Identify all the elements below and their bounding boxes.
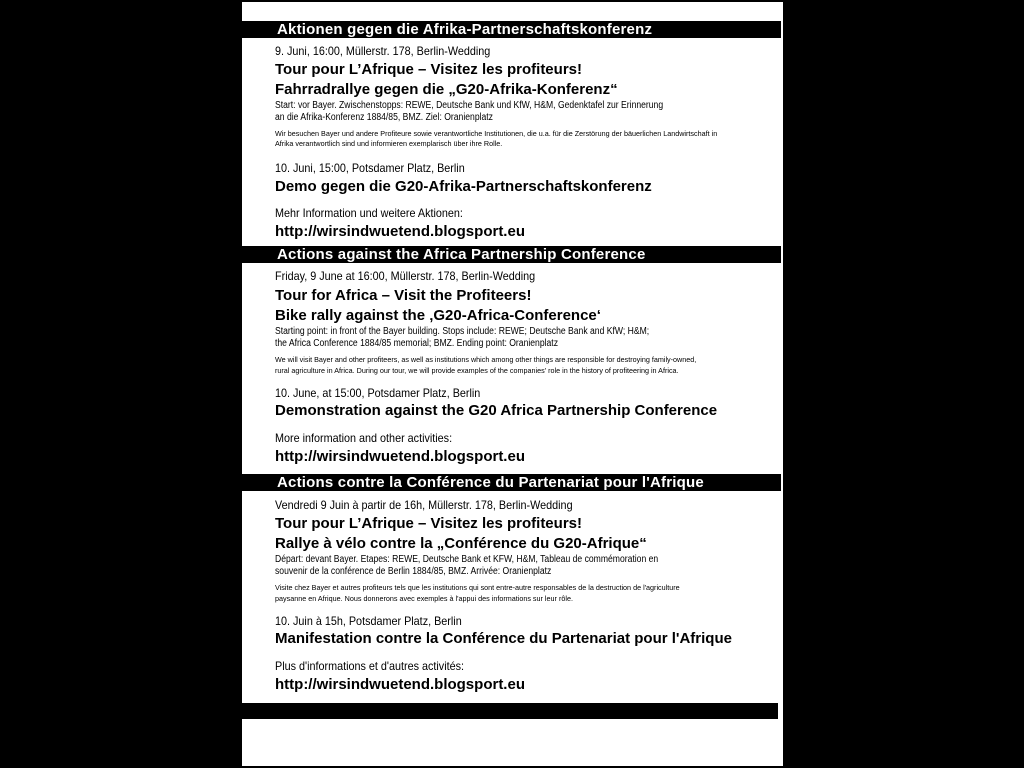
description-line-1: Visite chez Bayer et autres profiteurs tels que les institutions qui sont entre-autre responsables de la destruction de l'agriculture [275, 583, 680, 592]
website-link[interactable]: http://wirsindwuetend.blogsport.eu [275, 448, 525, 465]
section-header-french: Actions contre la Conférence du Partenariat pour l'Afrique [242, 474, 781, 491]
description-line-1: Wir besuchen Bayer und andere Profiteure sowie verantwortliche Institutionen, die u.a. für die Zerstörung der bäuerlichen Landwirtschaft in [275, 129, 718, 138]
tour-title: Tour pour L’Afrique – Visitez les profiteurs! [275, 61, 582, 78]
date-line-1: Friday, 9 June at 16:00, Müllerstr. 178, Berlin-Wedding [275, 269, 536, 283]
bottom-divider-bar [242, 703, 778, 719]
website-link[interactable]: http://wirsindwuetend.blogsport.eu [275, 223, 525, 240]
stops-line-2: an die Afrika-Konferenz 1884/85, BMZ. Ziel: Oranienplatz [275, 112, 493, 123]
section-header-english: Actions against the Africa Partnership Conference [242, 246, 781, 263]
flyer-page [242, 2, 783, 766]
stops-line-1: Start: vor Bayer. Zwischenstopps: REWE, Deutsche Bank und KfW, H&M, Gedenktafel zur Erinnerung [275, 100, 664, 111]
more-info-label: Mehr Information und weitere Aktionen: [275, 206, 463, 220]
stops-line-1: Départ: devant Bayer. Etapes: REWE, Deutsche Bank et KFW, H&M, Tableau de commémoration en [275, 554, 659, 565]
rally-title: Rallye à vélo contre la „Conférence du G20-Afrique“ [275, 535, 647, 552]
website-link[interactable]: http://wirsindwuetend.blogsport.eu [275, 676, 525, 693]
more-info-label: Plus d'informations et d'autres activités: [275, 659, 465, 673]
demo-title: Manifestation contre la Conférence du Partenariat pour l'Afrique [275, 630, 732, 647]
description-line-2: Afrika verantwortlich sind und informieren exemplarisch über ihre Rolle. [275, 139, 503, 148]
stops-line-2: souvenir de la conférence de Berlin 1884/85, BMZ. Arrivée: Oranienplatz [275, 566, 552, 577]
description-line-2: paysanne en Afrique. Nous donnerons avec exemples à l'appui des informations sur leur rôle. [275, 594, 573, 603]
date-line-1: 9. Juni, 16:00, Müllerstr. 178, Berlin-Wedding [275, 44, 491, 58]
rally-title: Bike rally against the ‚G20-Africa-Conference‘ [275, 307, 601, 324]
more-info-label: More information and other activities: [275, 431, 453, 445]
tour-title: Tour for Africa – Visit the Profiteers! [275, 287, 532, 304]
section-header-german: Aktionen gegen die Afrika-Partnerschaftskonferenz [242, 21, 781, 38]
demo-title: Demonstration against the G20 Africa Partnership Conference [275, 402, 718, 419]
date-line-2: 10. June, at 15:00, Potsdamer Platz, Berlin [275, 386, 481, 400]
stops-line-1: Starting point: in front of the Bayer building. Stops include: REWE; Deutsche Bank and KfW; H&M; [275, 326, 650, 337]
description-line-2: rural agriculture in Africa. During our tour, we will provide examples of the companies' role in the history of profiteering in Africa. [275, 366, 679, 375]
date-line-1: Vendredi 9 Juin à partir de 16h, Müllerstr. 178, Berlin-Wedding [275, 498, 573, 512]
demo-title: Demo gegen die G20-Afrika-Partnerschaftskonferenz [275, 178, 652, 195]
rally-title: Fahrradrallye gegen die „G20-Afrika-Konferenz“ [275, 81, 618, 98]
date-line-2: 10. Juni, 15:00, Potsdamer Platz, Berlin [275, 161, 465, 175]
description-line-1: We will visit Bayer and other profiteers, as well as institutions which among other things are responsible for destroying family-owned, [275, 355, 697, 364]
tour-title: Tour pour L’Afrique – Visitez les profiteurs! [275, 515, 582, 532]
stops-line-2: the Africa Conference 1884/85 memorial; BMZ. Ending point: Oranienplatz [275, 338, 559, 349]
date-line-2: 10. Juin à 15h, Potsdamer Platz, Berlin [275, 614, 462, 628]
